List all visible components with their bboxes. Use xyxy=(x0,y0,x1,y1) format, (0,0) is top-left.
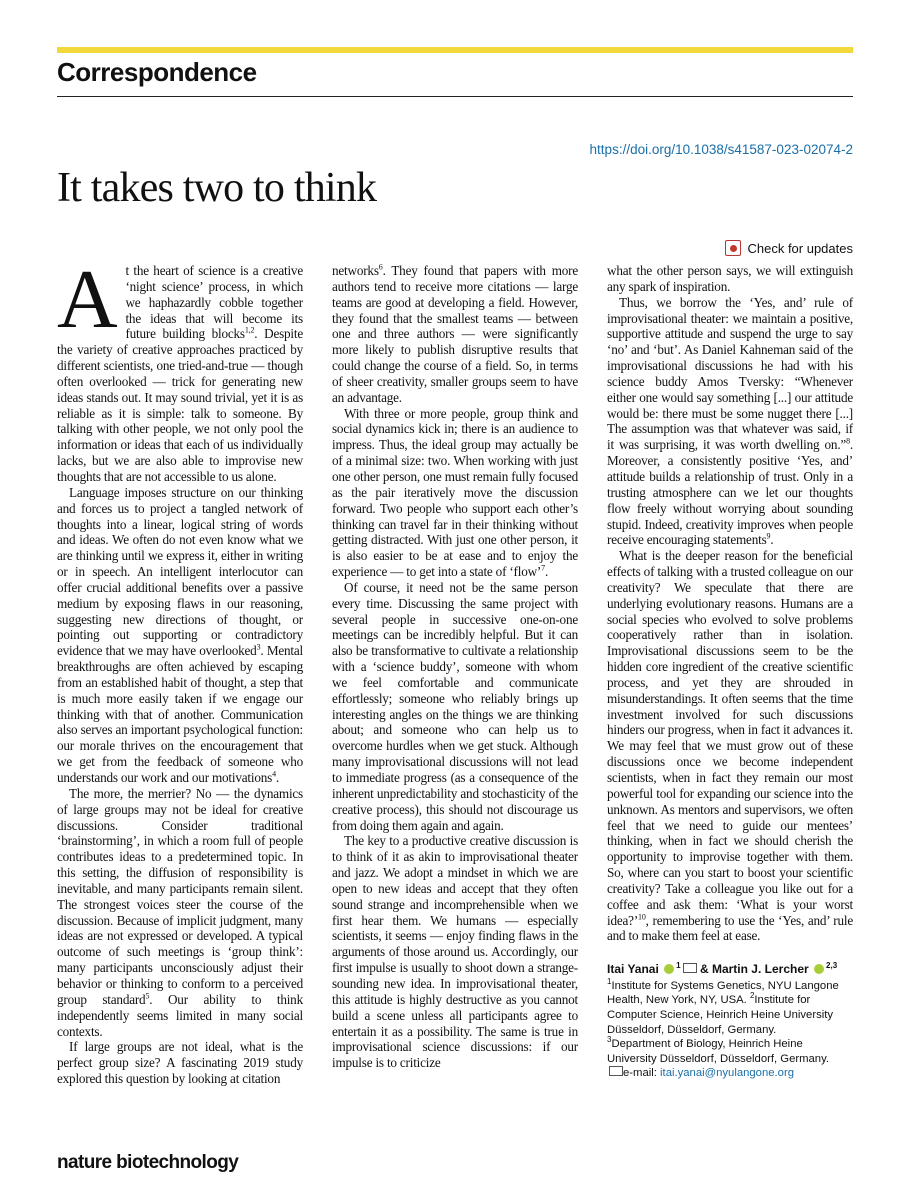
header-rule xyxy=(57,96,853,97)
drop-cap: A xyxy=(57,253,118,346)
affiliation: $^1$Institute for Systems Genetics, NYU Langone Health, New York, NY, USA. $^2$Institute for Computer Science, Heinrich Heine University Düsseldorf, Düsseldorf, Germany. xyxy=(607,977,839,1036)
author-names: Itai Yanai $^1$ & Martin J. Lercher $^{2,3}$ xyxy=(607,961,838,977)
paragraph: Thus, we borrow the ‘Yes, and’ rule of improvisational theater: we maintain a positive, supportive attitude and suspend the urge to say ‘no’ and ‘but’. As Daniel Kahneman said of the improvisational discussions he had with his science buddy Amos Tversky: “Whenever either one would say something [...] our attitude would be: there must be some nugget there [...] The assumption was that whatever was said, if it was surprising, it was worth dwelling on.”$^8$. Moreover, a consistently positive ‘Yes, and’ attitude builds a relationship of trust. Only in a trusting atmosphere can we let our thoughts flow freely without worrying about sounding stupid. Indeed, creativity improves when people receive encouraging statements$^9$. xyxy=(607,294,853,548)
article-title: It takes two to think xyxy=(57,165,377,211)
section-label: Correspondence xyxy=(57,57,257,87)
orcid-icon[interactable] xyxy=(664,964,674,974)
author-name: Martin J. Lercher xyxy=(711,962,809,977)
check-for-updates-label: Check for updates xyxy=(747,240,853,256)
paragraph: networks$^6$. They found that papers with more authors tend to receive more citations — large teams are good at developing a field. However, they found that the smallest teams — between one and three authors — were significantly more likely to publish disruptive results that could change the course of a field. So, in terms of sheer creativity, smaller groups seem to have an advantage. xyxy=(332,262,578,405)
paragraph: The more, the merrier? No — the dynamics of large groups may not be ideal for creative discussions. Consider traditional ‘brainstorming’, in which a room full of people contributes ideas to a predetermined topic. In this setting, the diffusion of responsibility is inevitable, and many participants remain silent. The strongest voices steer the course of the discussion. Because of implicit judgment, many ideas are not expressed or developed. A typical outcome of such meetings is ‘group think’: many participants unconsciously adjust their behavior or thinking to conform to a perceived group standard$^5$. Our ability to think independently seems limited in many social contexts. xyxy=(57,785,303,1039)
column-1 xyxy=(57,253,303,1087)
mail-icon xyxy=(609,1066,623,1076)
doi-link[interactable]: https://doi.org/10.1038/s41587-023-02074-2 xyxy=(589,142,853,157)
crossmark-icon xyxy=(725,240,741,256)
orcid-icon[interactable] xyxy=(814,964,824,974)
author-block xyxy=(607,962,853,1081)
paragraph: At the heart of science is a creative ‘night science’ process, in which we haphazardly cobble together the ideas that will become its future building blocks$^{1,2}$. Despite the variety of creative approaches practiced by different scientists, one tried-and-true — though often overlooked — trick for generating new ideas stands out. It may sound trivial, yet it is as reliable as it is simple: talk to someone. By talking with other people, we not only pool the information or ideas that each of us individually lacks, but we are also able to improvise new thoughts that are not accessible to us alone. xyxy=(57,253,303,484)
paragraph: If large groups are not ideal, what is the perfect group size? A fascinating 2019 study explored this question by looking at citation xyxy=(57,1039,303,1087)
author-name: Itai Yanai xyxy=(607,962,659,977)
paragraph: What is the deeper reason for the beneficial effects of talking with a trusted colleague on our creativity? We speculate that there are underlying evolutionary reasons. Humans are a social species who evolved to solve problems cooperatively rather than in isolation. Improvisational discussions seem to be the hidden core ingredient of the creative scientific process, and yet they are shrouded in misunderstandings. It often seems that the time investment involved for such discussions hinders our progress, when in fact it advances it. We may feel that we must grow out of these discussions once we become independent scientists, when in fact they remain our most powerful tool for expanding our science into the unknown. As mentors and supervisors, we often feel that we need to guide our mentees’ thinking, when in fact we should cherish the opportunity to improvise together with them. So, where can you start to boost your scientific creativity? Take a colleague you like out for a coffee and ask them: ‘What is your worst idea?’$^{10}$, remembering to use the ‘Yes, and’ rule and to make them feel at ease. xyxy=(607,548,853,944)
journal-name: nature biotechnology xyxy=(57,1152,239,1173)
paragraph: Language imposes structure on our thinking and forces us to project a tangled network of thoughts into a linear, logical string of words and ideas. We often do not even know what we are thinking until we express it, either in writing or in speech. An intelligent interlocutor can offer crucial additional benefits over a passive medium by exposing flaws in our reasoning, suggesting new directions of thought, or pointing out supporting or contradictory evidence that we may have overlooked$^3$. Mental breakthroughs are often achieved by escaping from an established habit of thought, a step that is much more easily taken if we engage our thinking with that of another. Communication also serves an important psychological function: our morale thrives on the encouragement that we get from the feedback of someone who understands our work and our motivations$^4$. xyxy=(57,484,303,785)
check-for-updates-button[interactable] xyxy=(725,240,853,256)
column-3 xyxy=(607,263,853,1081)
mail-icon[interactable] xyxy=(683,963,697,973)
affiliation: $^3$Department of Biology, Heinrich Heine University Düsseldorf, Düsseldorf, Germany. xyxy=(607,1035,830,1065)
email-line: e-mail: itai.yanai@nyulangone.org xyxy=(607,1066,853,1081)
top-accent-bar xyxy=(57,47,853,53)
email-link[interactable]: itai.yanai@nyulangone.org xyxy=(660,1067,794,1080)
column-2 xyxy=(332,263,578,1071)
paragraph: The key to a productive creative discussion is to think of it as akin to improvisational theater and jazz. We adopt a mindset in which we are open to new ideas and accept that they often sound strange and incomprehensible when we first hear them. We humans — especially scientists, it seems — enjoy finding flaws in the arguments of those around us. Accordingly, our first impulse is usually to shoot down a strange-sounding new idea. In improvisational theater, this attitude is highly destructive as you cannot build a scene unless all participants agree to entertain it as a possibility. The same is true in improvisational science discussions: if our impulse is to criticize xyxy=(332,833,578,1071)
paragraph: Of course, it need not be the same person every time. Discussing the same project with several people in successive one-on-one meetings can be incredibly helpful. But it can also be transformative to cultivate a relationship with a ‘science buddy’, someone with whom we feel comfortable and communicate effortlessly; someone who reliably brings up interesting angles on the things we are thinking about; and someone who can help us to overcome hurdles when we get stuck. Although many improvisational discussions will not lead to immediate progress (as a consequence of the inherent unpredictability and stochasticity of the creative process), this should not discourage us from doing them again and again. xyxy=(332,579,578,833)
paragraph: With three or more people, group think and social dynamics kick in; there is an audience to impress. Thus, the ideal group may actually be of a minimal size: two. When working with just one other person, one must remain fully focused as the pair iteratively move the discussion forward. Two people who support each other’s thinking can travel far in their thinking without getting distracted. With just one other person, it is also easier to be at ease and to enjoy the experience — to get into a state of ‘flow’$^7$. xyxy=(332,405,578,580)
paragraph: what the other person says, we will extinguish any spark of inspiration. xyxy=(607,263,853,294)
